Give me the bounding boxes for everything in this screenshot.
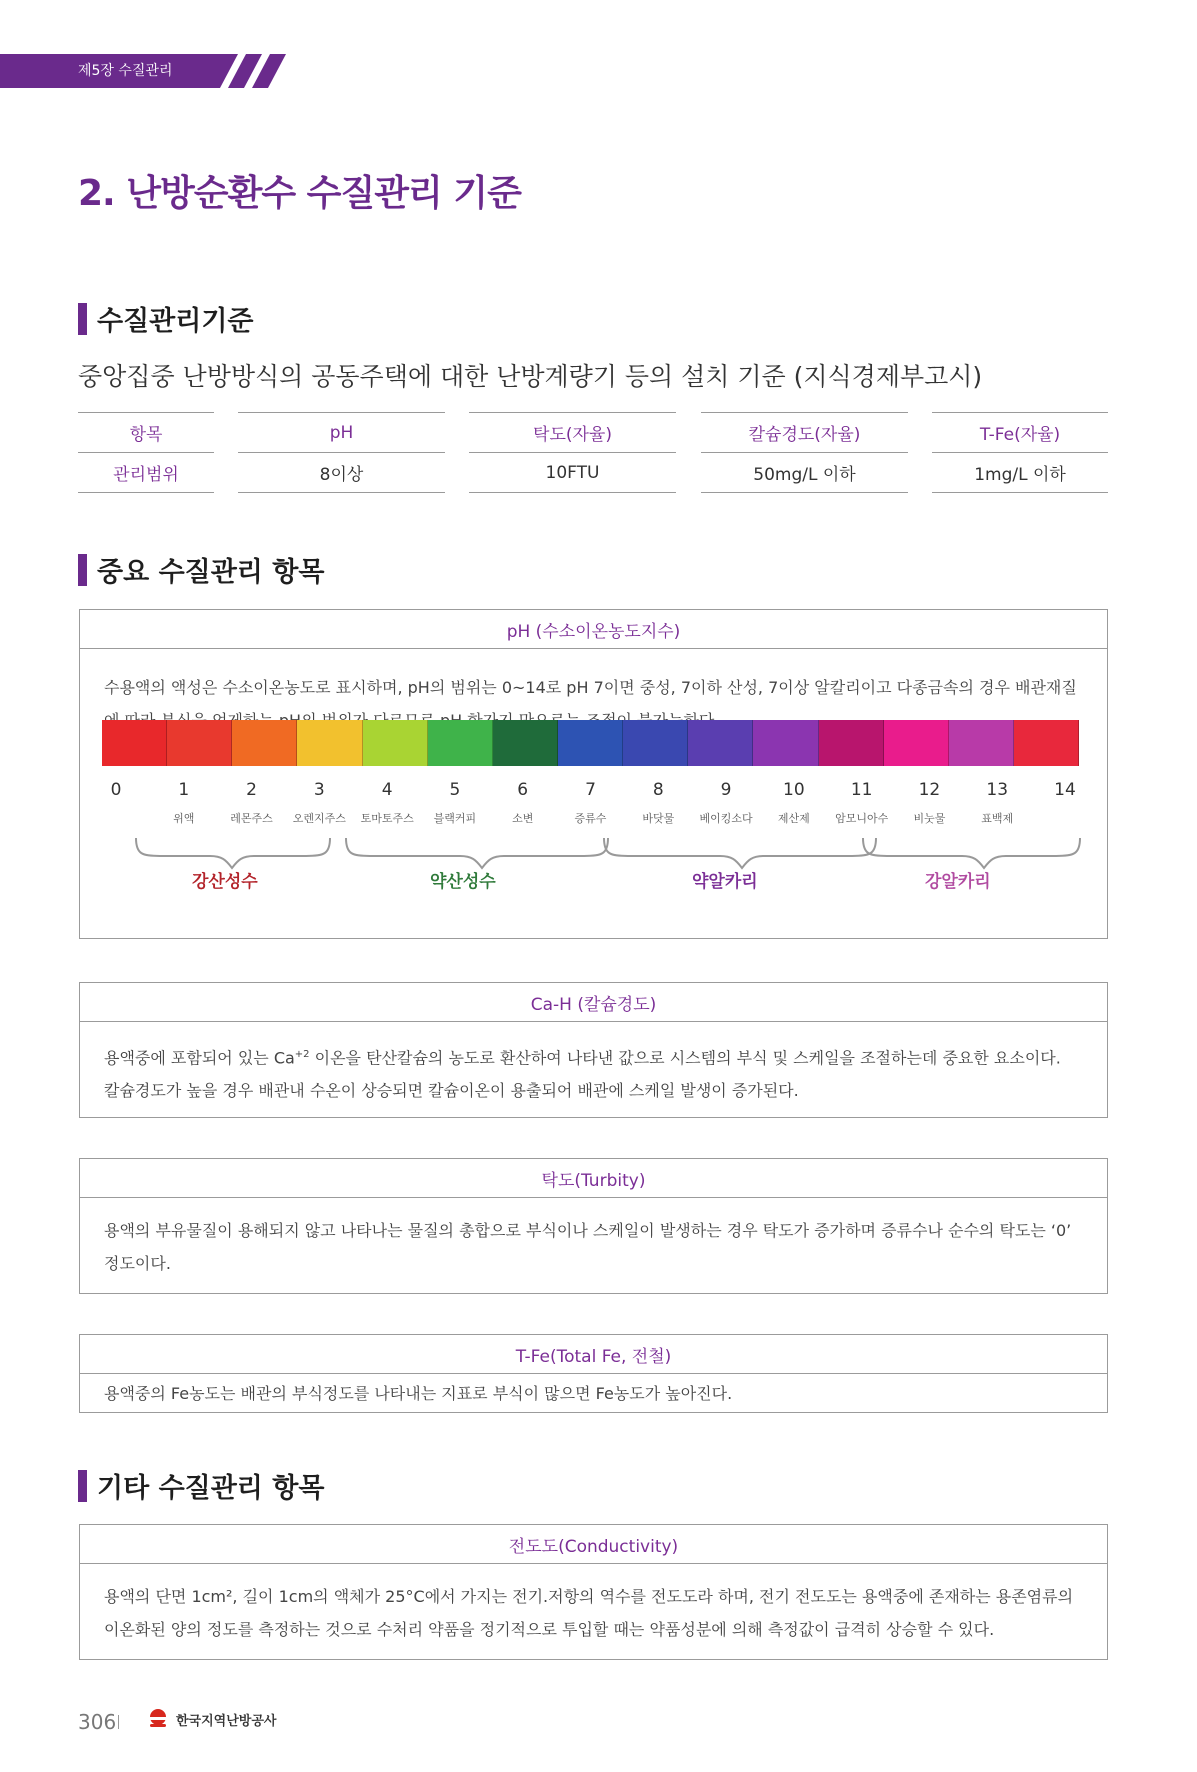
cah-box-body: 용액중에 포함되어 있는 $Ca^{+2}$ 이온을 탄산칼슘의 농도로 환산하여 나타낸 값으로 시스템의 부식 및 스케일을 조절하는데 중요한 요소이다. 칼슘경도가 높을 경우 배관내 수온이 상승되면 칼슘이온이 용출되어 배관에 스케일 발생이 증가된다. (104, 1048, 1061, 1101)
group-label-weak-acid: 약산성수 (430, 872, 496, 892)
ph-example-label: 암모니아수 (835, 812, 889, 825)
ph-segment (949, 720, 1014, 766)
ph-number: 6 (517, 780, 529, 800)
org-name: 한국지역난방공사 (176, 1713, 277, 1729)
footer-divider (118, 1715, 119, 1729)
ph-number: 7 (585, 780, 596, 800)
ph-segment (623, 720, 688, 766)
ph-example-label: 비눗물 (913, 812, 946, 825)
section-heading-important: 중요 수질관리 항목 (78, 550, 324, 589)
ph-example-label: 증류수 (574, 812, 607, 825)
group-label-strong-alkali: 강알카리 (925, 872, 991, 892)
turbidity-box (79, 1158, 1108, 1294)
org-logo-icon (146, 1708, 170, 1730)
ph-example-label: 블랙커피 (433, 812, 477, 825)
page-number: 306 (78, 1710, 117, 1734)
table-header: 칼슘경도(자율) (701, 412, 908, 452)
page-title: 2. 난방순환수 수질관리 기준 (78, 173, 521, 214)
ph-segment (363, 720, 428, 766)
cah-box (79, 982, 1108, 1118)
ph-segment (102, 720, 167, 766)
ph-segment (688, 720, 753, 766)
standards-table (78, 412, 1108, 494)
ph-segment (493, 720, 558, 766)
ph-number: 4 (381, 780, 393, 800)
table-cell: 10FTU (469, 452, 676, 493)
ph-example-label: 오렌지주스 (292, 812, 346, 825)
tfe-box-body: 용액중의 Fe농도는 배관의 부식정도를 나타내는 지표로 부식이 많으면 Fe농도가 높아진다. (104, 1384, 733, 1403)
conductivity-box (79, 1524, 1108, 1660)
table-cell: 1mg/L 이하 (932, 452, 1108, 493)
ph-number: 2 (246, 780, 257, 800)
ph-example-label: 토마토주스 (360, 812, 414, 825)
ph-box (79, 609, 1108, 939)
ph-box-body: 수용액의 액성은 수소이온농도로 표시하며, pH의 범위는 0~14로 pH 7이면 중성, 7이하 산성, 7이상 알칼리이고 다종금속의 경우 배관재질 (104, 678, 1077, 697)
ph-number: 3 (313, 780, 325, 800)
conductivity-box-title: 전도도(Conductivity) (80, 1525, 1107, 1564)
ph-color-scale (102, 720, 1079, 766)
org-logo (146, 1708, 276, 1730)
ph-example-label: 레몬주스 (230, 812, 273, 825)
ph-number: 9 (720, 780, 732, 800)
ph-segment (428, 720, 493, 766)
ph-number: 8 (652, 780, 664, 800)
ph-example-label: 표백제 (981, 812, 1014, 825)
table-cell: 8이상 (238, 452, 445, 493)
conductivity-box-body: 용액의 단면 1cm², 길이 1cm의 액체가 25°C에서 가지는 전기.저항의 역수를 전도도라 하며, 전기 전도도는 용액중에 존재하는 용존염류의 이온화된 양의 정도를 측정하는 것으로 수처리 약품을 정기적으로 투입할 때는 약품성분에 의해 측정값이 급격히 상승할 수 있다. (104, 1587, 1074, 1639)
ph-number: 13 (986, 780, 1009, 800)
ph-example-label: 바닷물 (642, 812, 675, 825)
section-marker (78, 1470, 87, 1502)
cah-box-title: Ca-H (칼슘경도) (80, 983, 1107, 1022)
group-label-weak-alkali: 약알카리 (692, 872, 758, 892)
ph-number: 0 (110, 780, 122, 800)
group-braces (80, 834, 1109, 870)
ph-example-label: 위액 (173, 812, 195, 825)
tfe-box-title: T-Fe(Total Fe, 전철) (80, 1335, 1107, 1374)
turbidity-box-body: 용액의 부유물질이 용해되지 않고 나타나는 물질의 총합으로 부식이나 스케일이 발생하는 경우 탁도가 증가하며 증류수나 순수의 탁도는 ‘0’ 정도이다. (104, 1221, 1072, 1273)
ph-example-label: 베이킹소다 (699, 812, 753, 825)
ph-number: 14 (1054, 780, 1076, 800)
ph-number: 5 (449, 780, 461, 800)
ph-segment (819, 720, 884, 766)
ph-segment (167, 720, 232, 766)
ph-number: 12 (918, 780, 941, 800)
table-header: T-Fe(자율) (932, 412, 1108, 452)
ph-example-label: 제산제 (777, 812, 810, 825)
group-label-strong-acid: 강산성수 (192, 872, 258, 892)
ph-segment (753, 720, 818, 766)
table-header: pH (238, 412, 445, 452)
tfe-box (79, 1334, 1108, 1413)
section-heading-standards: 수질관리기준 (78, 299, 254, 338)
ph-segment (558, 720, 623, 766)
section-marker (78, 303, 87, 335)
ph-example-label: 소변 (512, 812, 534, 825)
table-row-label: 관리범위 (78, 452, 214, 493)
section-heading-other: 기타 수질관리 항목 (78, 1466, 324, 1505)
turbidity-box-title: 탁도(Turbity) (80, 1159, 1107, 1198)
ph-number: 1 (178, 780, 190, 800)
ph-segment (232, 720, 297, 766)
chapter-label: 제5장 수질관리 (78, 63, 173, 79)
ph-number: 11 (850, 780, 873, 800)
ph-number: 10 (783, 780, 805, 800)
table-cell: 50mg/L 이하 (701, 452, 908, 493)
table-header: 항목 (78, 412, 214, 452)
standards-subtitle: 중앙집중 난방방식의 공동주택에 대한 난방계량기 등의 설치 기준 (지식경제부고시) (78, 362, 983, 391)
ph-segment (297, 720, 362, 766)
section-marker (78, 554, 87, 586)
ph-segment (1014, 720, 1079, 766)
table-header: 탁도(자율) (469, 412, 676, 452)
ph-box-title: pH (수소이온농도지수) (80, 610, 1107, 649)
ph-segment (884, 720, 949, 766)
